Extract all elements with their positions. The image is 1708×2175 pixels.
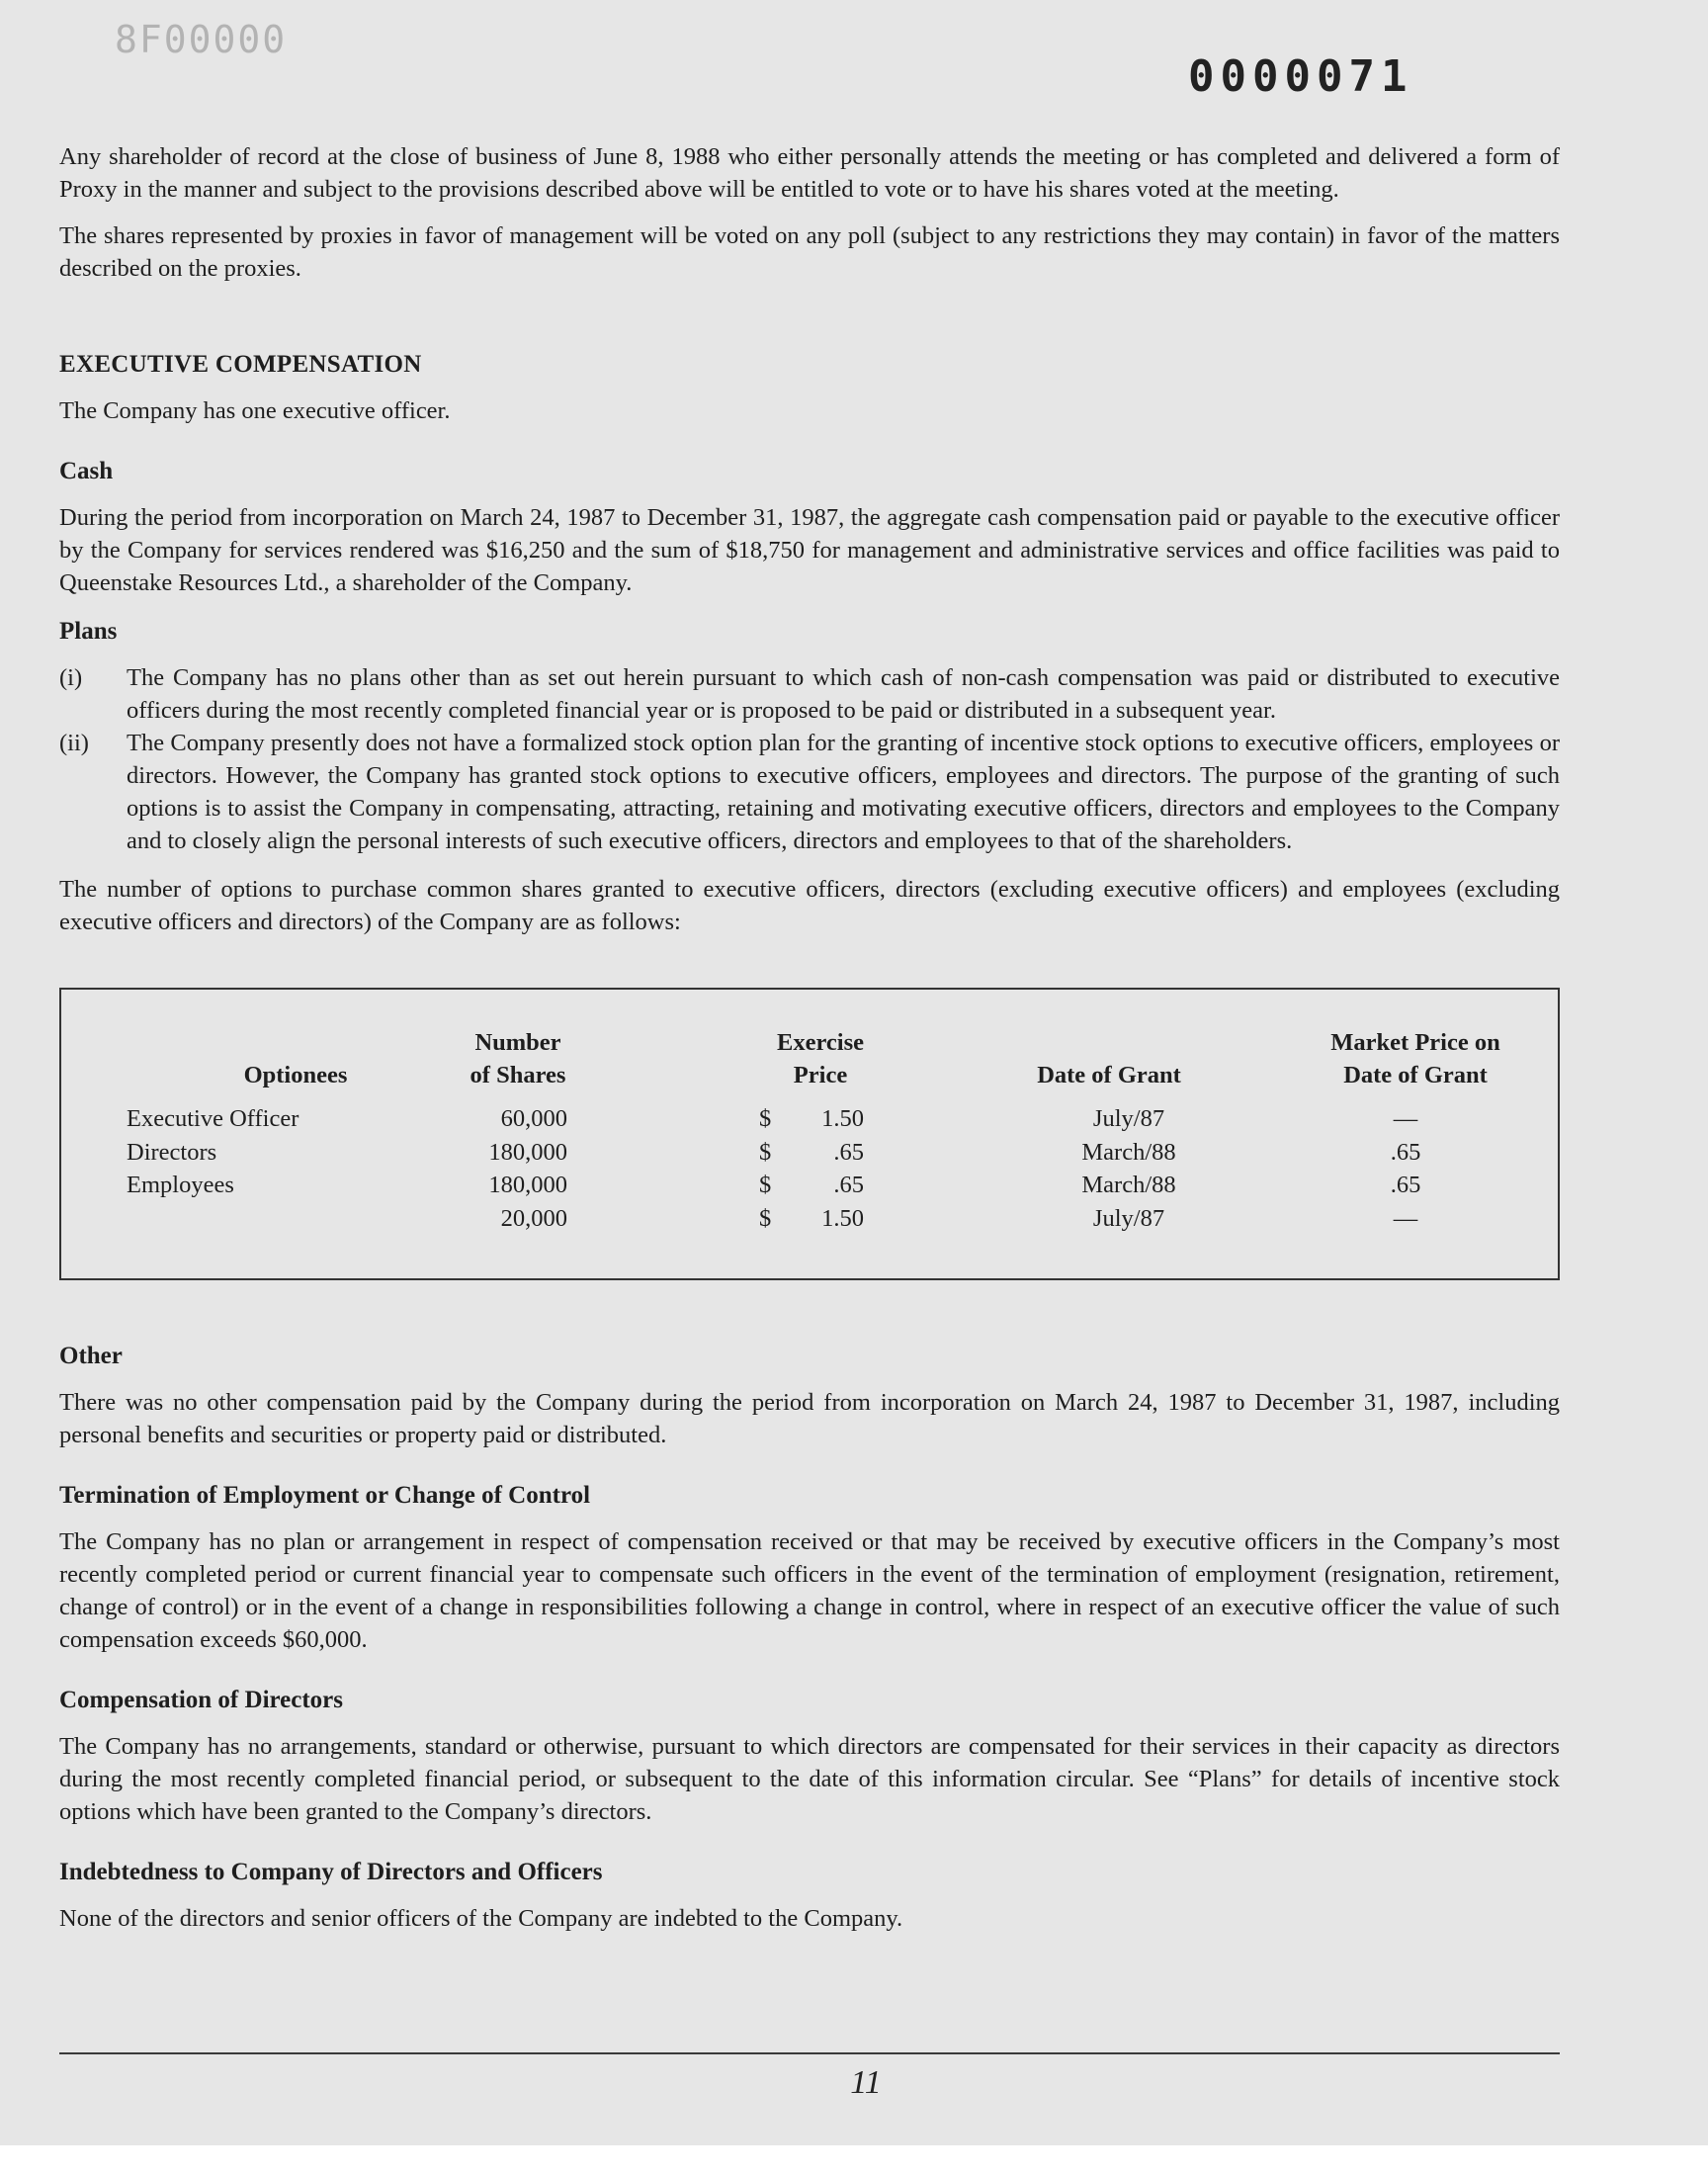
indebtedness-heading: Indebtedness to Company of Directors and Officers <box>59 1859 603 1885</box>
date-cell: March/88 <box>1081 1138 1176 1166</box>
cash-heading: Cash <box>59 458 114 484</box>
market-price-cell: — <box>1393 1105 1418 1132</box>
termination-text: The Company has no plan or arrangement in respect of compensation received or that may be received by executive officers in the Company’s most recently completed period or current financial year to compensate such officers in the event of the termination of employment (resignation, retirement, change of control) or in the event of a change in responsibilities following a change in control, where in respect of an executive officer the value of such compensation exceeds $60,000. <box>59 1528 1560 1653</box>
plans-list <box>59 661 1560 857</box>
list-item-text: The Company presently does not have a formalized stock option plan for the granting of incentive stock options to executive officers, employees or directors. However, the Company has granted stock options to executive officers, employees and directors. The purpose of the granting of such options is to assist the Company in compensating, attracting, retaining and motivating executive officers, directors and employees to the Company and to closely align the personal interests of such executive officers, directors and employees to that of the shareholders. <box>127 730 1560 854</box>
directors-compensation-text: The Company has no arrangements, standard or otherwise, pursuant to which directors are compensated for their services in their capacity as directors during the most recently completed financial period, or subsequent to the date of this information circular. See “Plans” for details of incentive stock options which have been granted to the Company’s directors. <box>59 1733 1560 1825</box>
termination-heading: Termination of Employment or Change of Control <box>59 1482 591 1509</box>
cash-text: During the period from incorporation on March 24, 1987 to December 31, 1987, the aggregate cash compensation paid or payable to the executive officer by the Company for services rendered was $16,250 and the sum of $18,750 for management and administrative services and office facilities was paid to Queenstake Resources Ltd., a shareholder of the Company. <box>59 504 1560 596</box>
other-heading: Other <box>59 1343 123 1369</box>
directors-compensation-heading: Compensation of Directors <box>59 1687 343 1713</box>
faint-stamp: 8F00000 <box>115 18 288 61</box>
currency-cell: $ <box>759 1204 772 1232</box>
header-line: Market Price on <box>1330 1029 1500 1056</box>
other-text: There was no other compensation paid by the Company during the period from incorporation on March 24, 1987 to December 31, 1987, including personal benefits and securities or property paid or distributed. <box>59 1389 1560 1448</box>
list-item <box>59 661 1560 727</box>
market-price-cell: .65 <box>1390 1172 1421 1198</box>
price-cell: 1.50 <box>821 1105 864 1132</box>
table-row <box>61 1136 1558 1170</box>
price-cell: 1.50 <box>821 1204 864 1232</box>
table-row <box>61 1202 1558 1236</box>
table-row <box>61 1169 1558 1202</box>
shares-cell: 180,000 <box>488 1172 567 1198</box>
market-price-cell: — <box>1393 1204 1418 1232</box>
header-line: Number <box>474 1029 561 1056</box>
column-header-optionees: Optionees <box>243 1062 348 1088</box>
market-price-cell: .65 <box>1390 1138 1421 1166</box>
currency-cell: $ <box>759 1138 772 1166</box>
table-row <box>61 1102 1558 1136</box>
column-header-exercise-price <box>741 1026 899 1091</box>
list-item <box>59 727 1560 857</box>
options-table <box>59 988 1560 1280</box>
optionee-cell: Employees <box>127 1172 234 1198</box>
options-intro-text: The number of options to purchase common shares granted to executive officers, directors (excluding executive officers) and employees (excluding executive officers and directors) of the Company are as follows: <box>59 876 1560 935</box>
main-content <box>59 140 1560 1935</box>
header-line: Date of Grant <box>1343 1062 1488 1088</box>
shares-cell: 20,000 <box>500 1204 567 1232</box>
header-line: Exercise <box>777 1029 864 1056</box>
shares-cell: 60,000 <box>500 1105 567 1132</box>
column-header-number-of-shares <box>439 1026 597 1091</box>
price-cell: .65 <box>833 1138 864 1166</box>
plans-heading: Plans <box>59 618 118 645</box>
page-number: 11 <box>850 2064 882 2101</box>
header-line: of Shares <box>470 1062 566 1088</box>
footer-rule <box>59 2052 1560 2054</box>
date-cell: July/87 <box>1092 1105 1165 1132</box>
optionee-cell: Directors <box>127 1138 217 1166</box>
scan-edge <box>0 2145 1708 2175</box>
header-line: Price <box>793 1062 848 1088</box>
list-marker: (i) <box>59 664 83 691</box>
optionee-cell: Executive Officer <box>127 1105 299 1132</box>
column-header-market-price <box>1277 1026 1554 1091</box>
shares-cell: 180,000 <box>488 1138 567 1166</box>
list-marker: (ii) <box>59 730 89 756</box>
date-cell: July/87 <box>1092 1204 1165 1232</box>
currency-cell: $ <box>759 1172 772 1198</box>
currency-cell: $ <box>759 1105 772 1132</box>
executive-compensation-text: The Company has one executive officer. <box>59 397 451 424</box>
intro-paragraph-2: The shares represented by proxies in favor of management will be voted on any poll (subject to any restrictions they may contain) in favor of the matters described on the proxies. <box>59 222 1560 282</box>
list-item-text: The Company has no plans other than as set out herein pursuant to which cash of non-cash compensation was paid or distributed to executive officers during the most recently completed financial year or is proposed to be paid or distributed in a subsequent year. <box>127 664 1560 724</box>
intro-paragraph-1: Any shareholder of record at the close of business of June 8, 1988 who either personally attends the meeting or has completed and delivered a form of Proxy in the manner and subject to the provisions described above will be entitled to vote or to have his shares voted at the meeting. <box>59 143 1560 203</box>
executive-compensation-heading: EXECUTIVE COMPENSATION <box>59 351 422 378</box>
column-header-date-of-grant: Date of Grant <box>1037 1062 1181 1088</box>
price-cell: .65 <box>833 1172 864 1198</box>
indebtedness-text: None of the directors and senior officers of the Company are indebted to the Company. <box>59 1905 903 1932</box>
table-body <box>61 1102 1558 1235</box>
document-number-stamp: 0000071 <box>1188 51 1413 102</box>
date-cell: March/88 <box>1081 1172 1176 1198</box>
